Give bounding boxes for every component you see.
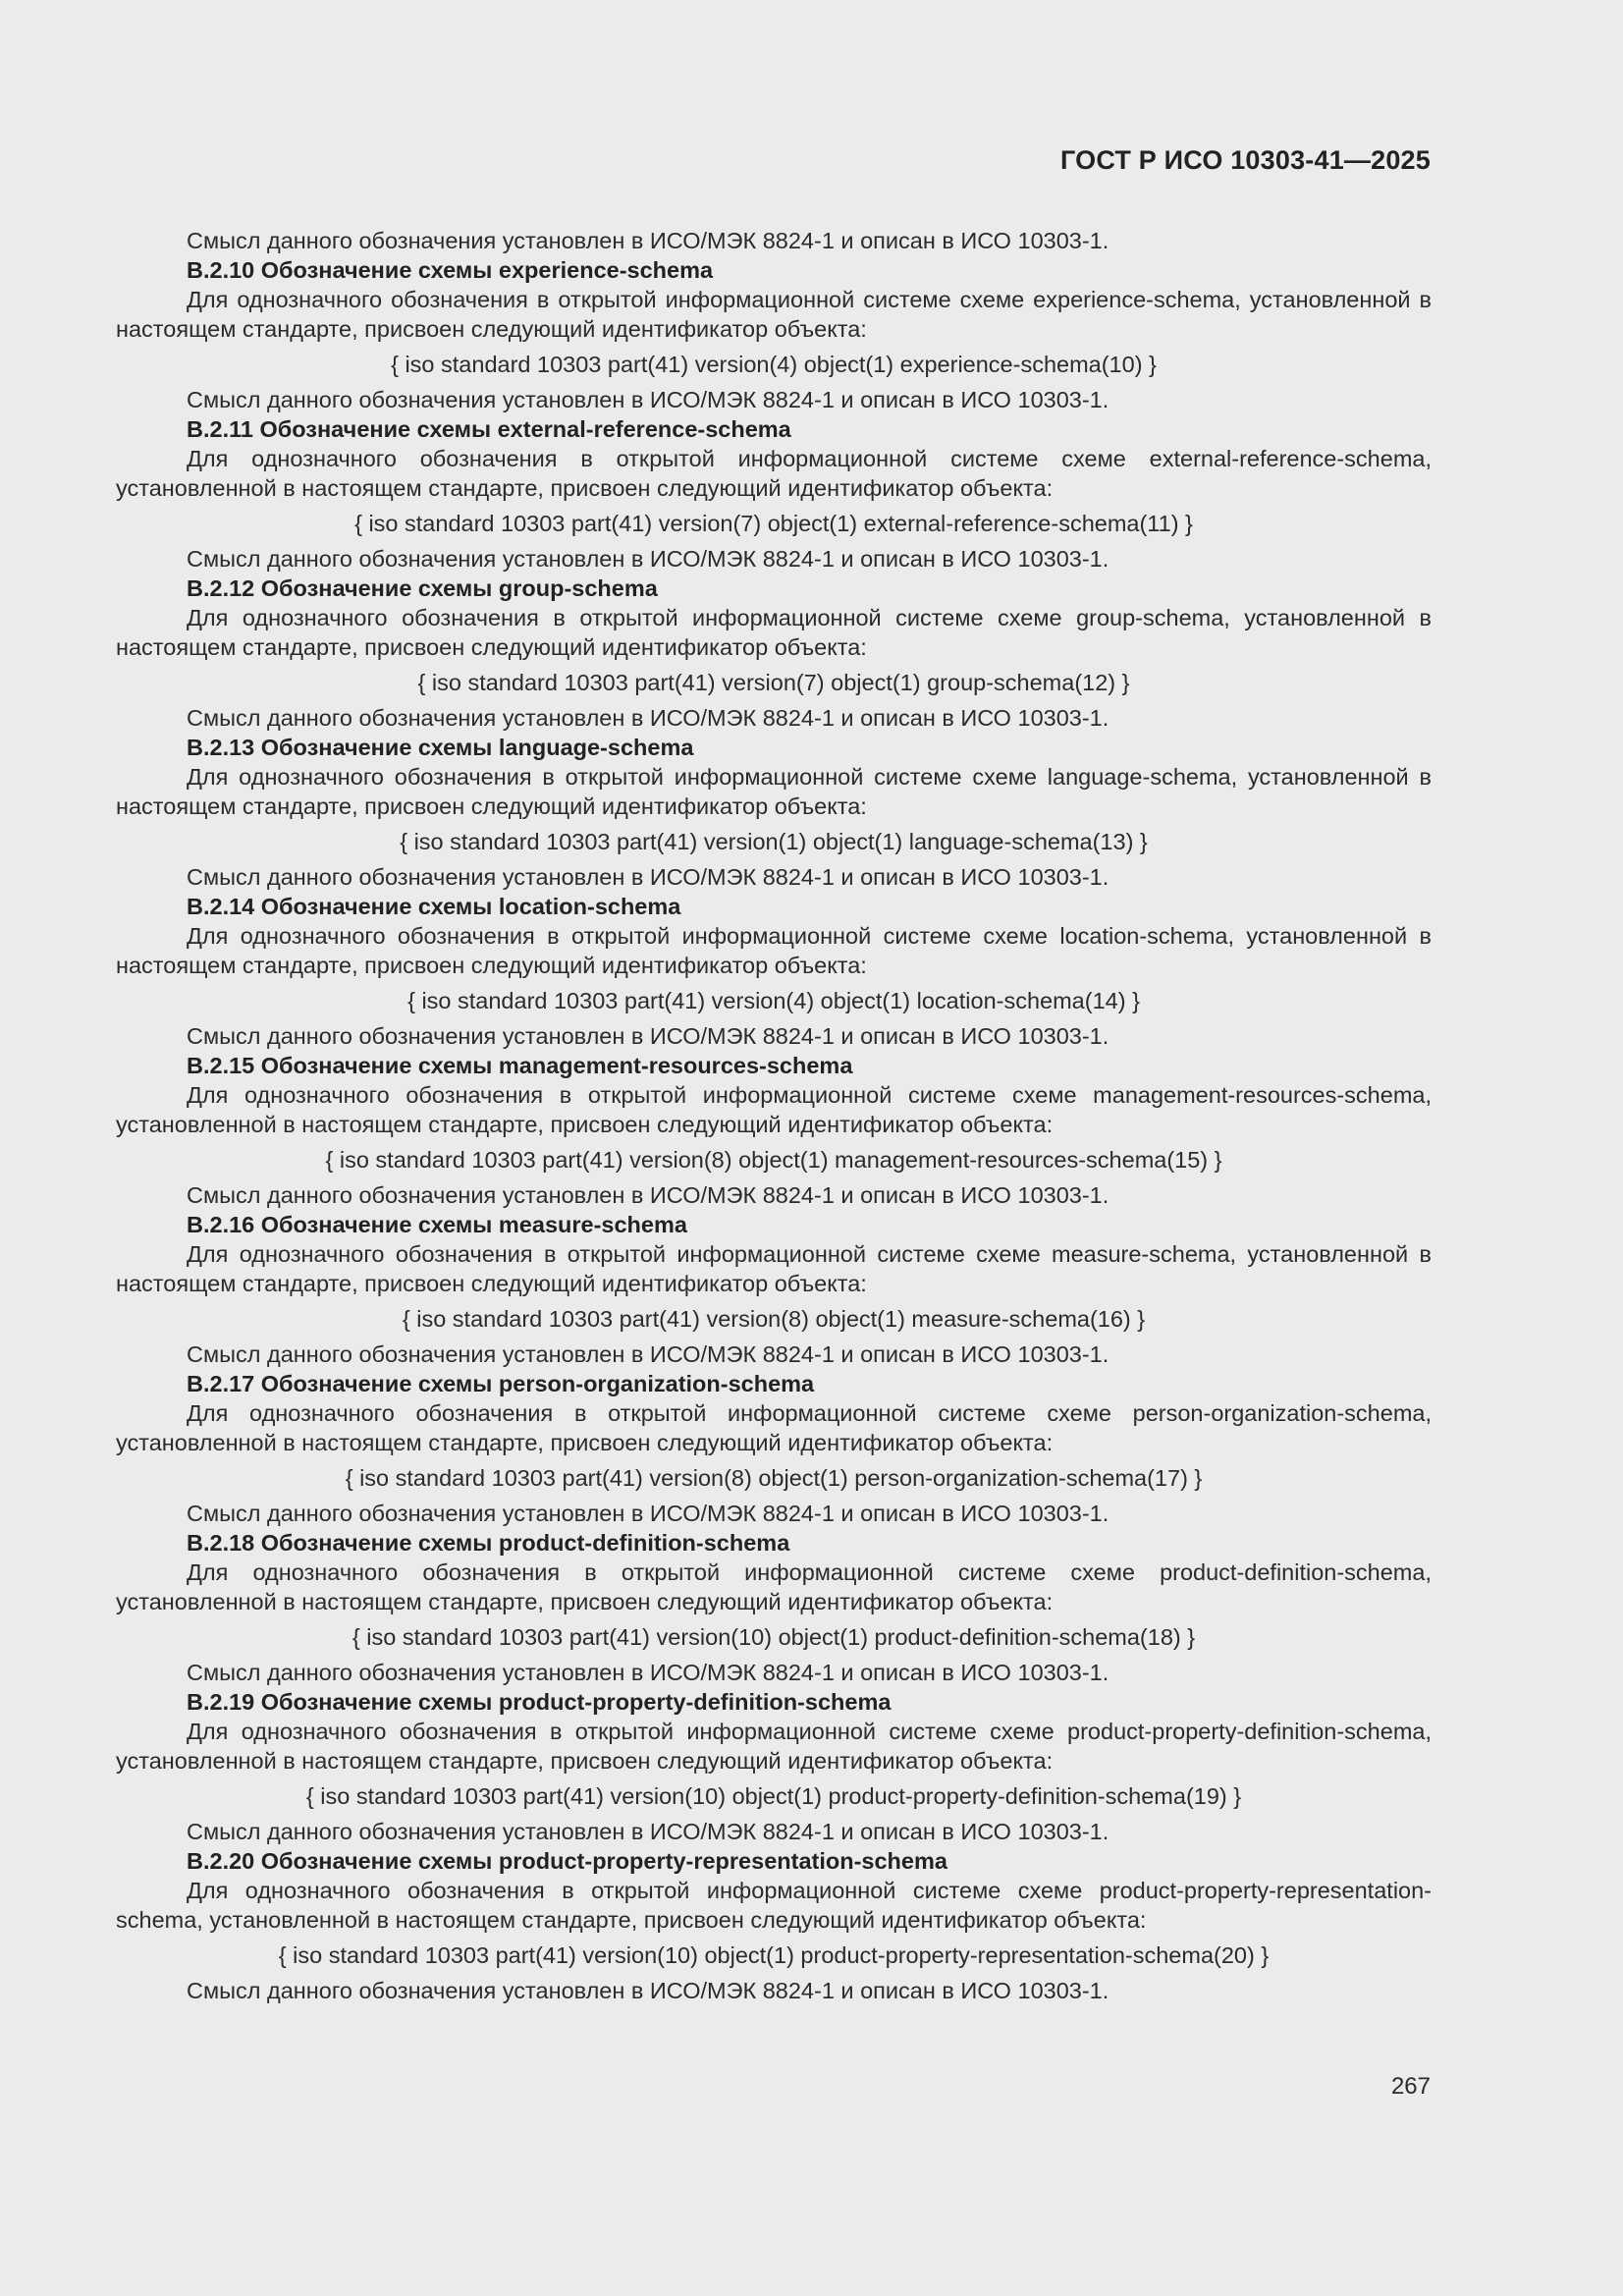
object-identifier: { iso standard 10303 part(41) version(8) object(1) person-organization-schema(17) } — [345, 1465, 1203, 1491]
section-note: Смысл данного обозначения установлен в ИСО/МЭК 8824-1 и описан в ИСО 10303-1. — [187, 864, 1109, 890]
section-heading: B.2.16 Обозначение схемы measure-schema — [187, 1212, 687, 1237]
section-note: Смысл данного обозначения установлен в ИСО/МЭК 8824-1 и описан в ИСО 10303-1. — [187, 1819, 1109, 1844]
section-heading: B.2.14 Обозначение схемы location-schema — [187, 894, 681, 919]
object-identifier: { iso standard 10303 part(41) version(4) object(1) location-schema(14) } — [407, 988, 1140, 1013]
section-note: Смысл данного обозначения установлен в ИСО/МЭК 8824-1 и описан в ИСО 10303-1. — [187, 705, 1109, 731]
section-text: Для однозначного обозначения в открытой информационной системе схеме language-schema, установленной в настоящем стандарте, присвоен следующий идентификатор объекта: — [116, 764, 1432, 819]
section-text: Для однозначного обозначения в открытой информационной системе схеме product-definition-schema, установленной в настоящем стандарте, присвоен следующий идентификатор объекта: — [116, 1559, 1432, 1614]
object-identifier: { iso standard 10303 part(41) version(10) object(1) product-property-representation-schema(20) } — [278, 1942, 1270, 1968]
section-heading: B.2.10 Обозначение схемы experience-schema — [187, 257, 714, 283]
section-heading: B.2.12 Обозначение схемы group-schema — [187, 575, 658, 601]
section-heading: B.2.19 Обозначение схемы product-property-definition-schema — [187, 1689, 892, 1715]
section-text: Для однозначного обозначения в открытой информационной системе схеме location-schema, установленной в настоящем стандарте, присвоен следующий идентификатор объекта: — [116, 923, 1432, 978]
section-text: Для однозначного обозначения в открытой информационной системе схеме product-property-definition-schema, установленной в настоящем стандарте, присвоен следующий идентификатор объекта: — [116, 1719, 1432, 1774]
section-note: Смысл данного обозначения установлен в ИСО/МЭК 8824-1 и описан в ИСО 10303-1. — [187, 1660, 1109, 1685]
section-text: Для однозначного обозначения в открытой информационной системе схеме person-organization-schema, установленной в настоящем стандарте, присвоен следующий идентификатор объекта: — [116, 1400, 1432, 1455]
object-identifier: { iso standard 10303 part(41) version(10) object(1) product-definition-schema(18) } — [352, 1624, 1196, 1650]
section-note: Смысл данного обозначения установлен в ИСО/МЭК 8824-1 и описан в ИСО 10303-1. — [187, 1501, 1109, 1526]
document-body — [116, 226, 1432, 2005]
section-heading: B.2.13 Обозначение схемы language-schema — [187, 735, 694, 760]
document-header: ГОСТ Р ИСО 10303-41—2025 — [1060, 145, 1431, 175]
object-identifier: { iso standard 10303 part(41) version(8) object(1) management-resources-schema(15) } — [325, 1147, 1222, 1173]
section-heading: B.2.20 Обозначение схемы product-property-representation-schema — [187, 1848, 947, 1874]
section-note: Смысл данного обозначения установлен в ИСО/МЭК 8824-1 и описан в ИСО 10303-1. — [187, 228, 1109, 253]
object-identifier: { iso standard 10303 part(41) version(1) object(1) language-schema(13) } — [400, 829, 1148, 854]
section-note: Смысл данного обозначения установлен в ИСО/МЭК 8824-1 и описан в ИСО 10303-1. — [187, 546, 1109, 572]
section-text: Для однозначного обозначения в открытой информационной системе схеме product-property-representation-schema, установленной в настоящем стандарте, присвоен следующий идентификатор объекта: — [116, 1878, 1432, 1933]
section-note: Смысл данного обозначения установлен в ИСО/МЭК 8824-1 и описан в ИСО 10303-1. — [187, 387, 1109, 412]
section-note: Смысл данного обозначения установлен в ИСО/МЭК 8824-1 и описан в ИСО 10303-1. — [187, 1182, 1109, 1208]
section-text: Для однозначного обозначения в открытой информационной системе схеме group-schema, установленной в настоящем стандарте, присвоен следующий идентификатор объекта: — [116, 605, 1432, 660]
section-text: Для однозначного обозначения в открытой информационной системе схеме measure-schema, установленной в настоящем стандарте, присвоен следующий идентификатор объекта: — [116, 1241, 1432, 1296]
page-number: 267 — [1390, 2073, 1431, 2100]
section-heading: B.2.18 Обозначение схемы product-definition-schema — [187, 1530, 790, 1556]
object-identifier: { iso standard 10303 part(41) version(8) object(1) measure-schema(16) } — [402, 1306, 1146, 1332]
section-note: Смысл данного обозначения установлен в ИСО/МЭК 8824-1 и описан в ИСО 10303-1. — [187, 1023, 1109, 1049]
object-identifier: { iso standard 10303 part(41) version(4) object(1) experience-schema(10) } — [391, 352, 1157, 377]
object-identifier: { iso standard 10303 part(41) version(7) object(1) external-reference-schema(11) } — [354, 511, 1193, 536]
section-note: Смысл данного обозначения установлен в ИСО/МЭК 8824-1 и описан в ИСО 10303-1. — [187, 1978, 1109, 2003]
section-note: Смысл данного обозначения установлен в ИСО/МЭК 8824-1 и описан в ИСО 10303-1. — [187, 1341, 1109, 1367]
section-heading: B.2.17 Обозначение схемы person-organization-schema — [187, 1371, 815, 1396]
section-text: Для однозначного обозначения в открытой информационной системе схеме experience-schema, установленной в настоящем стандарте, присвоен следующий идентификатор объекта: — [116, 287, 1432, 342]
section-text: Для однозначного обозначения в открытой информационной системе схеме management-resources-schema, установленной в настоящем стандарте, присвоен следующий идентификатор объекта: — [116, 1082, 1432, 1137]
object-identifier: { iso standard 10303 part(41) version(10) object(1) product-property-definition-schema(19) } — [305, 1783, 1242, 1809]
section-text: Для однозначного обозначения в открытой информационной системе схеме external-reference-schema, установленной в настоящем стандарте, присвоен следующий идентификатор объекта: — [116, 446, 1432, 501]
section-heading: B.2.11 Обозначение схемы external-reference-schema — [187, 416, 791, 442]
object-identifier: { iso standard 10303 part(41) version(7) object(1) group-schema(12) } — [417, 670, 1130, 695]
section-heading: B.2.15 Обозначение схемы management-resources-schema — [187, 1053, 853, 1078]
